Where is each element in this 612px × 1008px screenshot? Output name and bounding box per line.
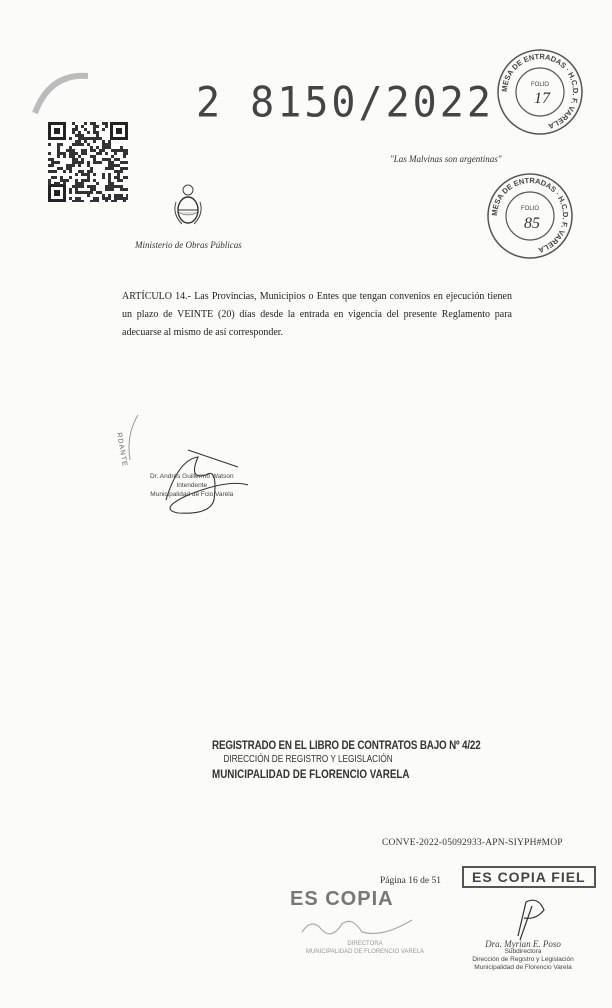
folio-number: 85: [524, 215, 540, 232]
es-copia-fiel-stamp: ES COPIA FIEL: [462, 866, 596, 888]
signature-scribble: [118, 405, 278, 525]
mesa-entradas-stamp-top: [496, 48, 584, 136]
svg-text:MESA DE ENTRADAS · H.C.D. F. V: MESA DE ENTRADAS · H.C.D. F. VARELA: [499, 51, 581, 131]
folio-label: FOLIO: [520, 206, 540, 212]
bottom-left-signature-block: [300, 940, 430, 956]
bottom-left-line-1: DIRECTORA: [347, 941, 383, 947]
page-number: Página 16 de 51: [380, 876, 441, 886]
document-number-stamp: 2 8150/2022: [196, 78, 494, 128]
motto: "Las Malvinas son argentinas": [390, 154, 502, 164]
signatory-entity: Municipalidad de Fcio Varela: [150, 491, 234, 498]
bottom-left-signature: [292, 912, 432, 942]
bottom-right-signature: [498, 896, 558, 940]
article-14-text: ARTÍCULO 14.- Las Provincias, Municipios o Entes que tengan convenios en ejecución tienen un plazo de VEINTE (20) días desde la entrada en vigencia del presente Reglamento para adecuarse al mismo de así corresponder.: [122, 291, 512, 338]
subdirectora-name: Dra. Myrian E. Poso: [485, 939, 561, 949]
folio-label: FOLIO: [530, 82, 550, 88]
mesa-entradas-stamp-middle: [486, 172, 574, 260]
folio-number: 17: [534, 90, 550, 107]
side-stamp-text: RDANTE: [115, 432, 129, 468]
qr-code: [48, 122, 128, 202]
registration-line-3: MUNICIPALIDAD DE FLORENCIO VARELA: [212, 767, 410, 781]
subdirectora-role: Subdirectora: [504, 948, 542, 955]
es-copia-stamp: ES COPIA: [290, 888, 394, 910]
registration-stamp: [212, 738, 481, 781]
signatory-role: Intendente: [176, 482, 208, 489]
registration-line-1: REGISTRADO EN EL LIBRO DE CONTRATOS BAJO Nº 4/22: [212, 738, 481, 752]
subdirectora-line-2: Municipalidad de Florencio Varela: [474, 964, 572, 971]
subdirectora-line-1: Dirección de Registro y Legislación: [472, 956, 574, 963]
coat-of-arms-icon: [174, 182, 202, 228]
registration-line-2: DIRECCIÓN DE REGISTRO Y LEGISLACIÓN: [223, 754, 393, 765]
bottom-left-line-2: MUNICIPALIDAD DE FLORENCIO VARELA: [305, 949, 425, 955]
svg-text:MESA DE ENTRADAS · H.C.D. F. V: MESA DE ENTRADAS · H.C.D. F. VARELA: [489, 175, 571, 255]
bottom-right-signature-block: [448, 940, 598, 972]
signatory-name: Dr. Andrés Guillermo Watson: [150, 473, 234, 480]
stamp-fragment-top-left: [30, 68, 90, 118]
ministry-name: Ministerio de Obras Públicas: [135, 240, 242, 250]
signature-block: [150, 472, 234, 499]
document-code: CONVE-2022-05092933-APN-SIYPH#MOP: [382, 838, 563, 848]
